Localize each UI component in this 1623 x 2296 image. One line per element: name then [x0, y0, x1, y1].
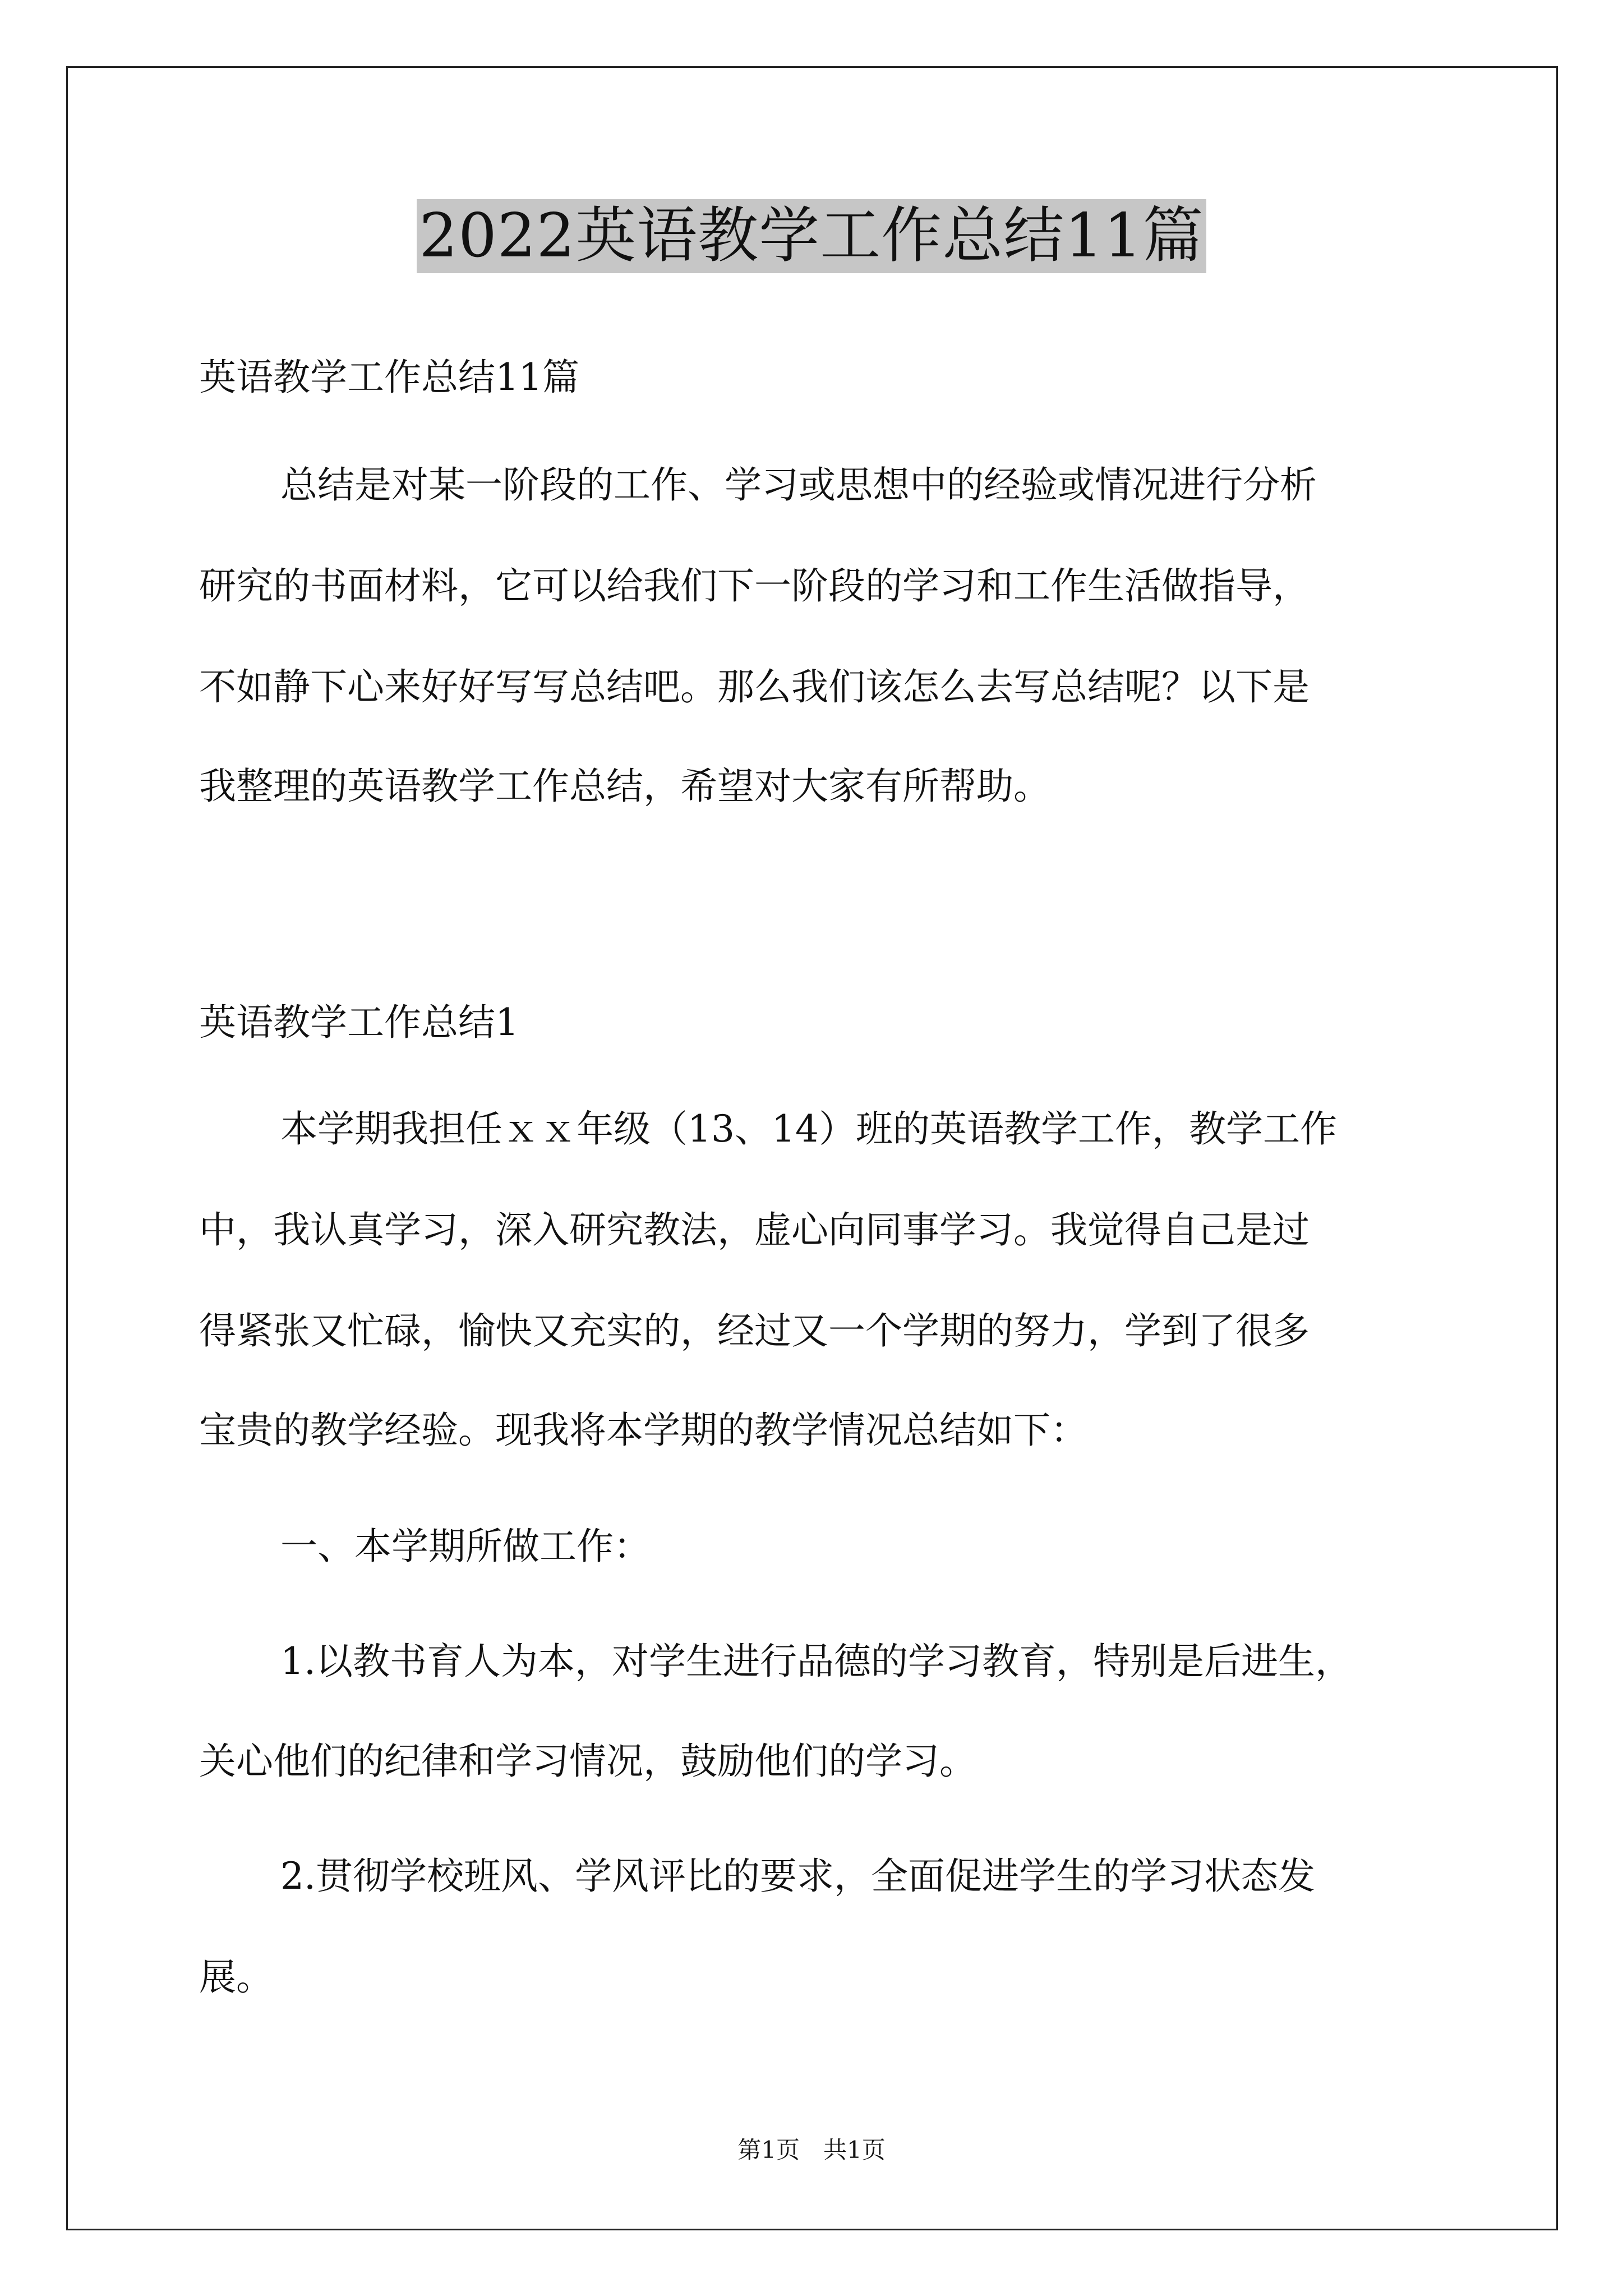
section-line: 宝贵的教学经验。现我将本学期的教学情况总结如下： — [199, 1409, 1087, 1452]
document-subtitle: 英语教学工作总结11篇 — [199, 356, 579, 399]
title-container — [0, 199, 1623, 273]
intro-line: 总结是对某一阶段的工作、学习或思想中的经验或情况进行分析 — [280, 463, 1317, 507]
section-line: 一、本学期所做工作： — [280, 1525, 651, 1568]
section-line: 得紧张又忙碌，愉快又充实的，经过又一个学期的努力，学到了很多 — [199, 1309, 1310, 1352]
page-footer: 第1页 共1页 — [737, 2136, 886, 2164]
intro-line: 研究的书面材料，它可以给我们下一阶段的学习和工作生活做指导， — [199, 564, 1310, 608]
section-line: 1.以教书育人为本，对学生进行品德的学习教育，特别是后进生， — [280, 1640, 1352, 1683]
section-line: 本学期我担任ｘｘ年级（13、14）班的英语教学工作，教学工作 — [280, 1107, 1337, 1151]
section-heading: 英语教学工作总结1 — [199, 1001, 519, 1044]
intro-line: 不如静下心来好好写写总结吧。那么我们该怎么去写总结呢？以下是 — [199, 665, 1310, 708]
document-title: 2022英语教学工作总结11篇 — [417, 199, 1206, 273]
section-line: 中，我认真学习，深入研究教法，虚心向同事学习。我觉得自己是过 — [199, 1208, 1310, 1251]
section-line: 关心他们的纪律和学习情况，鼓励他们的学习。 — [199, 1740, 976, 1783]
section-line: 展。 — [199, 1955, 273, 1999]
section-line: 2.贯彻学校班风、学风评比的要求，全面促进学生的学习状态发 — [280, 1855, 1315, 1898]
intro-line: 我整理的英语教学工作总结，希望对大家有所帮助。 — [199, 765, 1050, 808]
